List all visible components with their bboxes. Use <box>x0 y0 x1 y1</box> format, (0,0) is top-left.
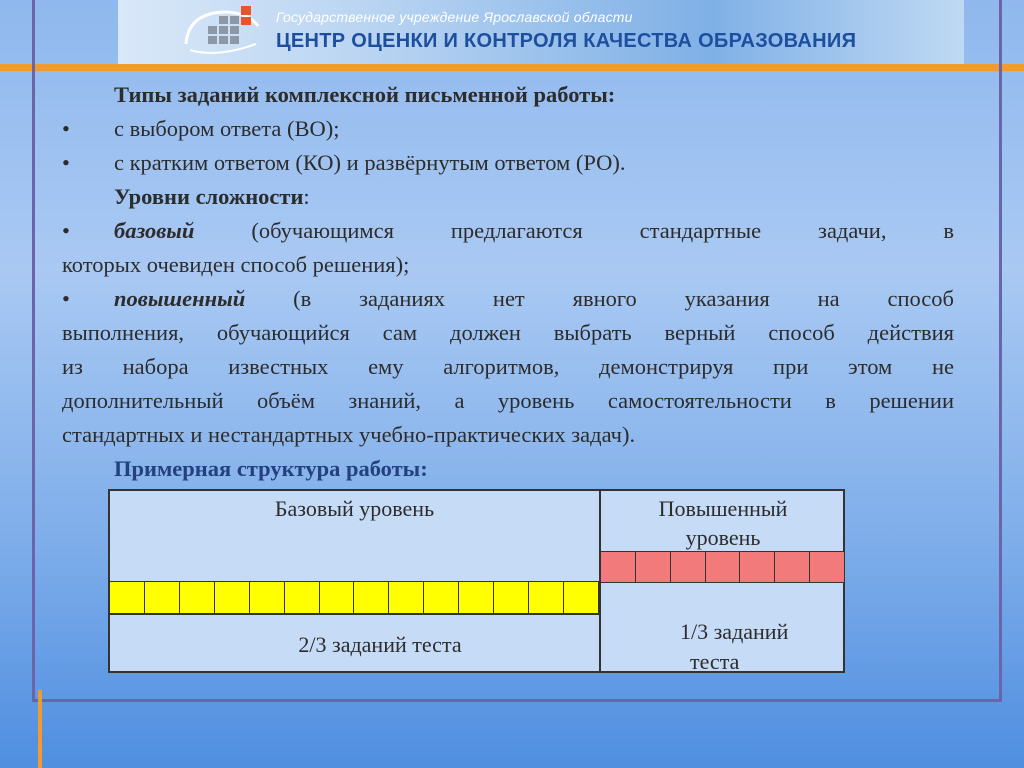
table-divider <box>110 613 599 615</box>
basic-task-cell <box>320 581 355 613</box>
advanced-task-cell <box>775 551 810 583</box>
level-advanced-line2: выполнения, обучающийся сам должен выбрать верный способ действия <box>62 320 954 345</box>
basic-task-cell <box>180 581 215 613</box>
advanced-task-cell <box>810 551 845 583</box>
advanced-task-cell <box>636 551 671 583</box>
advanced-task-cell <box>601 551 636 583</box>
basic-level-label: Базовый уровень <box>274 496 435 521</box>
level-advanced-line5: стандартных и нестандартных учебно-практических задач). <box>62 422 636 447</box>
bullet-icon: • <box>62 218 70 243</box>
basic-task-cell <box>494 581 529 613</box>
list-item <box>62 112 954 146</box>
basic-task-cell <box>250 581 285 613</box>
level-basic-name: базовый <box>114 218 195 243</box>
advanced-task-cell <box>706 551 741 583</box>
level-advanced-line1: повышенный (в заданиях нет явного указания на способ <box>114 286 954 311</box>
level-basic-item <box>62 214 954 282</box>
list-item <box>62 146 954 180</box>
basic-task-cell <box>354 581 389 613</box>
structure-table <box>108 489 845 673</box>
level-advanced-name: повышенный <box>114 286 246 311</box>
advanced-share-label: 1/3 заданий теста <box>680 619 789 674</box>
levels-heading: Уровни сложности: <box>114 184 310 209</box>
banner-title: ЦЕНТР ОЦЕНКИ И КОНТРОЛЯ КАЧЕСТВА ОБРАЗОВАНИЯ <box>276 30 857 52</box>
banner-subtitle: Государственное учреждение Ярославской области <box>276 9 633 25</box>
advanced-task-cell <box>671 551 706 583</box>
basic-task-cell <box>529 581 564 613</box>
level-basic-line2: которых очевиден способ решения); <box>62 252 410 277</box>
level-advanced-line3: из набора известных ему алгоритмов, демонстрируя при этом не <box>62 354 954 379</box>
basic-share-label: 2/3 заданий теста <box>298 632 462 657</box>
basic-task-cell <box>389 581 424 613</box>
basic-task-cell <box>215 581 250 613</box>
orange-accent-bar <box>38 690 42 768</box>
task-types-heading: Типы заданий комплексной письменной работы: <box>114 82 616 107</box>
structure-heading: Примерная структура работы: <box>114 456 428 481</box>
level-basic-line1: базовый (обучающимся предлагаются стандартные задачи, в <box>114 218 954 243</box>
advanced-task-cells <box>601 551 845 583</box>
bullet-icon: • <box>62 150 70 175</box>
level-advanced-item <box>62 282 954 452</box>
bullet-icon: • <box>62 116 70 141</box>
basic-task-cell <box>110 581 145 613</box>
basic-task-cell <box>285 581 320 613</box>
basic-task-cell <box>424 581 459 613</box>
advanced-level-label: Повышенный уровень <box>658 496 788 550</box>
task-type-open: с кратким ответом (КО) и развёрнутым ответом (РО). <box>114 150 626 175</box>
task-type-choice: с выбором ответа (ВО); <box>114 116 340 141</box>
advanced-task-cell <box>740 551 775 583</box>
basic-task-cells <box>110 581 599 613</box>
basic-task-cell <box>564 581 599 613</box>
basic-task-cell <box>459 581 494 613</box>
basic-task-cell <box>145 581 180 613</box>
level-advanced-line4: дополнительный объём знаний, а уровень самостоятельности в решении <box>62 388 954 413</box>
slide-body <box>62 78 954 486</box>
bullet-icon: • <box>62 286 70 311</box>
